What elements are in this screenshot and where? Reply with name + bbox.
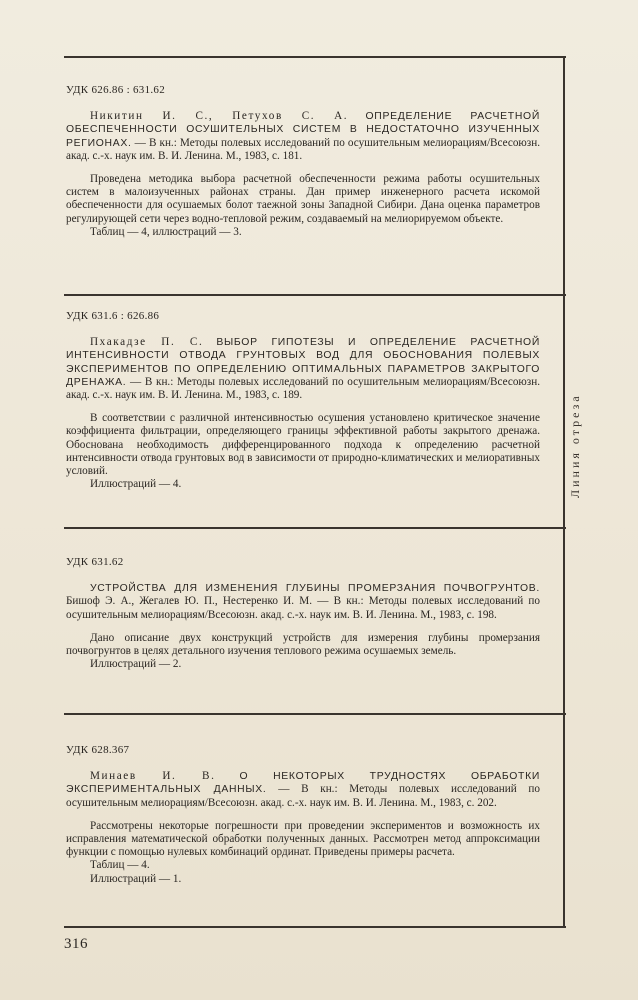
article-title: ВЫБОР ГИПОТЕЗЫ И ОПРЕДЕЛЕНИЕ РАСЧЕТНОЙ ИНТЕНСИВНОСТИ ОТВОДА ГРУНТОВЫХ ВОД ДЛЯ ОБОСНОВАНИЯ ПОЛЕВЫХ ЭКСПЕРИМЕНТОВ ПО ОПРЕДЕЛЕНИЮ ОПТИМАЛЬНЫХ ПАРАМЕТРОВ ЗАКРЫТОГО ДРЕНАЖА. xyxy=(66,337,541,388)
abstract-card-1 xyxy=(66,84,540,239)
page-number: 316 xyxy=(64,936,88,952)
source-with-authors: Бишоф Э. А., Жегалев Ю. П., Нестеренко И. М. — В кн.: Методы полевых исследований по осушительным мелиорациям/Всесоюзн. акад. с.-х. наук им. В. И. Ленина. М., 1983, с. 198. xyxy=(66,595,540,621)
udk-code: УДК 631.62 xyxy=(66,556,124,568)
cut-line-top xyxy=(64,56,566,58)
cut-line-vertical xyxy=(563,56,565,928)
authors: Пхакадзе П. С. xyxy=(90,336,204,349)
authors: Никитин И. С., Петухов С. А. xyxy=(90,110,349,123)
source: — В кн.: Методы полевых исследований по осушительным мелиорациям/Всесоюзн. акад. с.-х. наук им. В. И. Ленина. М., 1983, с. 202. xyxy=(66,783,540,809)
abstract-card-4 xyxy=(66,744,540,886)
cut-line-1 xyxy=(64,294,566,296)
bibliographic-reference xyxy=(66,582,540,622)
authors: Минаев И. В. xyxy=(90,770,216,783)
abstract-card-3 xyxy=(66,556,540,671)
cut-line-bottom xyxy=(64,926,566,928)
udk-code: УДК 631.6 : 626.86 xyxy=(66,310,160,322)
illustrations-count: Иллюстраций — 4. xyxy=(90,478,182,491)
abstract-text: В соответствии с различной интенсивностью осушения установлено критическое значение коэффициента фильтрации, определяющего границы эффективной работы закрытого дренажа. Обоснована необходимость дифференцированного подхода к определению расчетной интенсивности отвода грунтовых вод в зависимости от природно-климатических и мелиоративных условий. xyxy=(66,412,540,478)
udk-code: УДК 626.86 : 631.62 xyxy=(66,84,166,96)
cut-line-2 xyxy=(64,527,566,529)
abstract-text: Рассмотрены некоторые погрешности при проведении экспериментов и возможность их исправления математической обработки полученных данных. Рассмотрен метод аппроксимации функции с помощью нулевых комбинаций ординат. Приведены примеры расчета. xyxy=(66,819,540,859)
article-title: О НЕКОТОРЫХ ТРУДНОСТЯХ ОБРАБОТКИ ЭКСПЕРИМЕНТАЛЬНЫХ ДАННЫХ. xyxy=(66,771,540,796)
tables-count: Таблиц — 4. xyxy=(90,859,150,872)
cut-line-3 xyxy=(64,713,566,715)
source: — В кн.: Методы полевых исследований по осушительным мелиорациям/Всесоюзн. акад. с.-х. наук им. В. И. Ленина. М., 1983, с. 189. xyxy=(66,375,540,402)
illustrations-count: Иллюстраций — 2. xyxy=(90,658,182,671)
article-title: УСТРОЙСТВА ДЛЯ ИЗМЕНЕНИЯ ГЛУБИНЫ ПРОМЕРЗАНИЯ ПОЧВОГРУНТОВ. xyxy=(90,583,540,595)
bibliographic-reference xyxy=(66,770,540,810)
cut-line-label: Линия отреза xyxy=(568,393,582,498)
udk-code: УДК 628.367 xyxy=(66,744,130,756)
abstract-text: Дано описание двух конструкций устройств для измерения глубины промерзания почвогрунтов в целях детального изучения теплового режима осушаемых земель. xyxy=(66,631,540,658)
abstract-text: Проведена методика выбора расчетной обеспеченности режима работы осушительных систем в малоизученных районах страны. Дан пример инженерного расчета искомой обеспеченности для осушаемых болот таежной зоны Западной Сибири. Дана оценка параметров регулирующей сети через водно-тепловой режим, создаваемый на мелиорируемом объекте. xyxy=(66,173,540,225)
source: — В кн.: Методы полевых исследований по осушительным мелиорациям/Всесоюзн. акад. с.-х. наук им. В. И. Ленина. М., 1983, с. 181. xyxy=(66,136,540,162)
abstract-card-2 xyxy=(66,310,540,491)
tables-illustrations-count: Таблиц — 4, иллюстраций — 3. xyxy=(90,225,242,238)
illustrations-count: Иллюстраций — 1. xyxy=(90,872,182,885)
article-title: ОПРЕДЕЛЕНИЕ РАСЧЕТНОЙ ОБЕСПЕЧЕННОСТИ ОСУШИТЕЛЬНЫХ СИСТЕМ В НЕДОСТАТОЧНО ИЗУЧЕННЫХ РЕГИОНАХ. xyxy=(66,111,540,149)
bibliographic-reference xyxy=(66,336,540,402)
bibliographic-reference xyxy=(66,110,540,163)
